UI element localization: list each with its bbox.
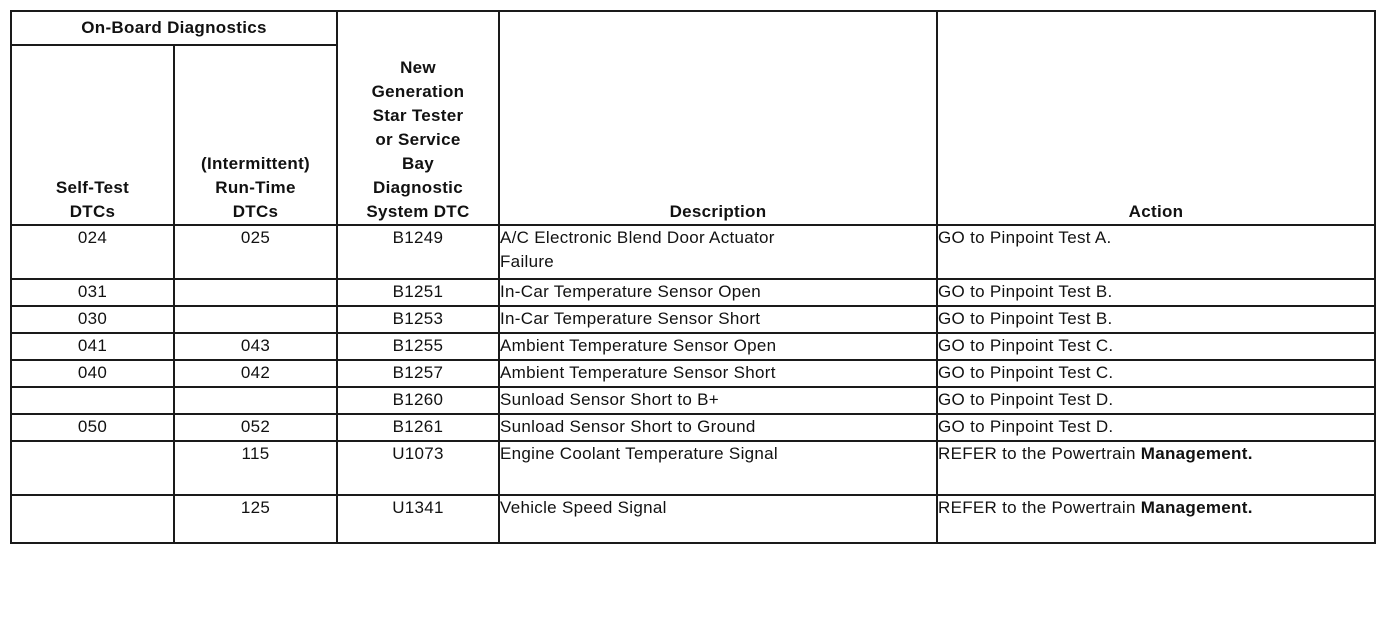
new-generation-dtc-header xyxy=(337,11,499,225)
table-row xyxy=(11,441,1375,495)
self-test-header-line: DTCs xyxy=(69,202,116,221)
action-emphasis: Management. xyxy=(1140,498,1253,517)
action-text: GO to Pinpoint Test B. xyxy=(938,309,1113,328)
self-test-cell: 040 xyxy=(11,360,174,387)
description-cell: Sunload Sensor Short to B+ xyxy=(499,387,937,414)
action-header: Action xyxy=(937,11,1375,225)
table-row xyxy=(11,414,1375,441)
run-time-cell: 125 xyxy=(174,495,337,543)
description-cell: Vehicle Speed Signal xyxy=(499,495,937,543)
table-row xyxy=(11,360,1375,387)
description-line: Failure xyxy=(500,252,555,271)
new-gen-header-line: Bay xyxy=(401,154,435,173)
table-row xyxy=(11,387,1375,414)
action-cell xyxy=(937,414,1375,441)
action-text: GO to Pinpoint Test B. xyxy=(938,282,1113,301)
action-text: REFER to the Powertrain xyxy=(938,498,1141,517)
run-time-header-line: Run-Time xyxy=(215,178,296,197)
dtc-cell: B1253 xyxy=(337,306,499,333)
run-time-cell xyxy=(174,306,337,333)
run-time-cell xyxy=(174,387,337,414)
dtc-cell: U1341 xyxy=(337,495,499,543)
new-gen-header-line: Star Tester xyxy=(372,106,464,125)
self-test-cell: 030 xyxy=(11,306,174,333)
self-test-cell: 041 xyxy=(11,333,174,360)
description-line: A/C Electronic Blend Door Actuator xyxy=(500,228,775,247)
new-gen-header-line: System DTC xyxy=(366,202,470,221)
dtc-cell: B1251 xyxy=(337,279,499,306)
run-time-header-line: (Intermittent) xyxy=(200,154,311,173)
on-board-diagnostics-header: On-Board Diagnostics xyxy=(11,11,337,45)
action-text: GO to Pinpoint Test D. xyxy=(938,417,1114,436)
dtc-cell: B1260 xyxy=(337,387,499,414)
description-cell: In-Car Temperature Sensor Short xyxy=(499,306,937,333)
action-text: GO to Pinpoint Test A. xyxy=(938,228,1112,247)
self-test-dtcs-header xyxy=(11,45,174,225)
description-header: Description xyxy=(499,11,937,225)
dtc-table-container xyxy=(10,10,1376,544)
dtc-cell: B1261 xyxy=(337,414,499,441)
action-cell xyxy=(937,306,1375,333)
table-row xyxy=(11,225,1375,279)
action-cell xyxy=(937,225,1375,279)
self-test-cell xyxy=(11,495,174,543)
dtc-cell: B1255 xyxy=(337,333,499,360)
description-cell: Engine Coolant Temperature Signal xyxy=(499,441,937,495)
action-emphasis: Management. xyxy=(1140,444,1253,463)
run-time-cell: 025 xyxy=(174,225,337,279)
table-row xyxy=(11,279,1375,306)
run-time-cell: 043 xyxy=(174,333,337,360)
self-test-cell xyxy=(11,387,174,414)
dtc-cell: U1073 xyxy=(337,441,499,495)
dtc-cell: B1249 xyxy=(337,225,499,279)
run-time-cell: 052 xyxy=(174,414,337,441)
run-time-cell xyxy=(174,279,337,306)
run-time-dtcs-header xyxy=(174,45,337,225)
self-test-header-line: Self-Test xyxy=(55,178,130,197)
self-test-cell: 050 xyxy=(11,414,174,441)
self-test-cell xyxy=(11,441,174,495)
description-cell xyxy=(499,225,937,279)
description-cell: Ambient Temperature Sensor Short xyxy=(499,360,937,387)
dtc-cell: B1257 xyxy=(337,360,499,387)
run-time-header-line: DTCs xyxy=(232,202,279,221)
action-cell xyxy=(937,333,1375,360)
action-cell xyxy=(937,441,1375,495)
action-text: GO to Pinpoint Test C. xyxy=(938,336,1114,355)
new-gen-header-line: Generation xyxy=(371,82,465,101)
self-test-cell: 031 xyxy=(11,279,174,306)
action-cell xyxy=(937,387,1375,414)
table-row xyxy=(11,306,1375,333)
run-time-cell: 115 xyxy=(174,441,337,495)
new-gen-header-line: New xyxy=(400,58,436,77)
action-text: GO to Pinpoint Test D. xyxy=(938,390,1114,409)
run-time-cell: 042 xyxy=(174,360,337,387)
description-cell: Sunload Sensor Short to Ground xyxy=(499,414,937,441)
new-gen-header-line: or Service xyxy=(375,130,461,149)
description-cell: In-Car Temperature Sensor Open xyxy=(499,279,937,306)
action-cell xyxy=(937,360,1375,387)
action-cell xyxy=(937,279,1375,306)
new-gen-header-line: Diagnostic xyxy=(373,178,463,197)
table-row xyxy=(11,495,1375,543)
dtc-table xyxy=(10,10,1376,544)
self-test-cell: 024 xyxy=(11,225,174,279)
action-text: REFER to the Powertrain xyxy=(938,444,1141,463)
table-row xyxy=(11,333,1375,360)
description-cell: Ambient Temperature Sensor Open xyxy=(499,333,937,360)
action-text: GO to Pinpoint Test C. xyxy=(938,363,1114,382)
action-cell xyxy=(937,495,1375,543)
